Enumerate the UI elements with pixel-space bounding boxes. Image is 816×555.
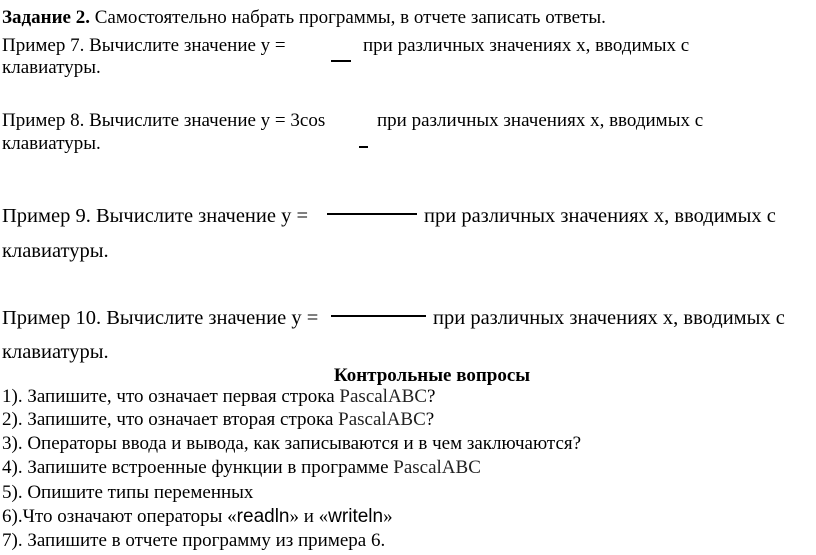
question-2-lang: PascalABC — [338, 409, 426, 430]
example-8 — [2, 110, 325, 132]
question-3-text: 3). Операторы ввода и вывода, как записываются и в чем заключаются? — [2, 433, 582, 454]
task-header — [2, 7, 606, 29]
question-1 — [2, 386, 435, 408]
question-4-text: 4). Запишите встроенные функции в программе — [2, 457, 394, 478]
example-10-fraction-bar — [331, 315, 426, 317]
question-5 — [2, 482, 253, 504]
example-7 — [2, 35, 286, 57]
example-8-suffix: при различных значениях х, вводимых с — [377, 110, 704, 131]
example-9-fraction-bar — [327, 213, 417, 215]
example-8-continuation: клавиатуры. — [2, 133, 101, 154]
example-8-fraction-bar — [359, 146, 368, 148]
example-9 — [2, 205, 308, 227]
example-10 — [2, 307, 318, 329]
example-9-continuation: клавиатуры. — [2, 240, 109, 262]
task-text: Самостоятельно набрать программы, в отчете записать ответы. — [89, 7, 606, 28]
question-2-end: ? — [425, 409, 435, 430]
question-7-text: 7). Запишите в отчете программу из примера 6. — [2, 530, 386, 551]
control-questions-heading: Контрольные вопросы — [333, 365, 531, 386]
question-6-text: 6).Что означают операторы « — [2, 506, 237, 527]
example-7-continuation: клавиатуры. — [2, 57, 101, 78]
task-title: Задание 2. — [2, 7, 90, 28]
question-1-text: 1). Запишите, что означает первая строка — [2, 386, 340, 407]
question-6-mid: » и « — [289, 506, 329, 527]
question-2-text: 2). Запишите, что означает вторая строка — [2, 409, 339, 430]
question-6-end: » — [383, 506, 393, 527]
example-8-prefix: Пример 8. Вычислите значение у = 3cos — [2, 110, 326, 131]
example-7-fraction-bar — [331, 60, 351, 62]
example-7-suffix: при различных значениях х, вводимых с — [363, 35, 690, 56]
example-9-suffix: при различных значениях х, вводимых с — [424, 205, 776, 227]
question-4-lang: PascalABC — [393, 457, 481, 478]
example-10-prefix: Пример 10. Вычислите значение у = — [2, 307, 319, 329]
question-6-operator-writeln: writeln — [328, 506, 384, 527]
question-6-operator-readln: readln — [236, 506, 290, 527]
question-5-text: 5). Опишите типы переменных — [2, 482, 254, 503]
question-4 — [2, 457, 481, 479]
question-6 — [2, 506, 393, 528]
question-7 — [2, 530, 385, 552]
question-1-lang: PascalABC — [339, 386, 428, 407]
example-10-suffix: при различных значениях х, вводимых с — [433, 307, 785, 329]
example-9-prefix: Пример 9. Вычислите значение у = — [2, 205, 309, 227]
example-7-prefix: Пример 7. Вычислите значение у = — [2, 35, 286, 56]
question-1-end: ? — [427, 386, 436, 407]
example-10-continuation: клавиатуры. — [2, 341, 109, 363]
question-3 — [2, 433, 581, 455]
question-2 — [2, 409, 434, 431]
